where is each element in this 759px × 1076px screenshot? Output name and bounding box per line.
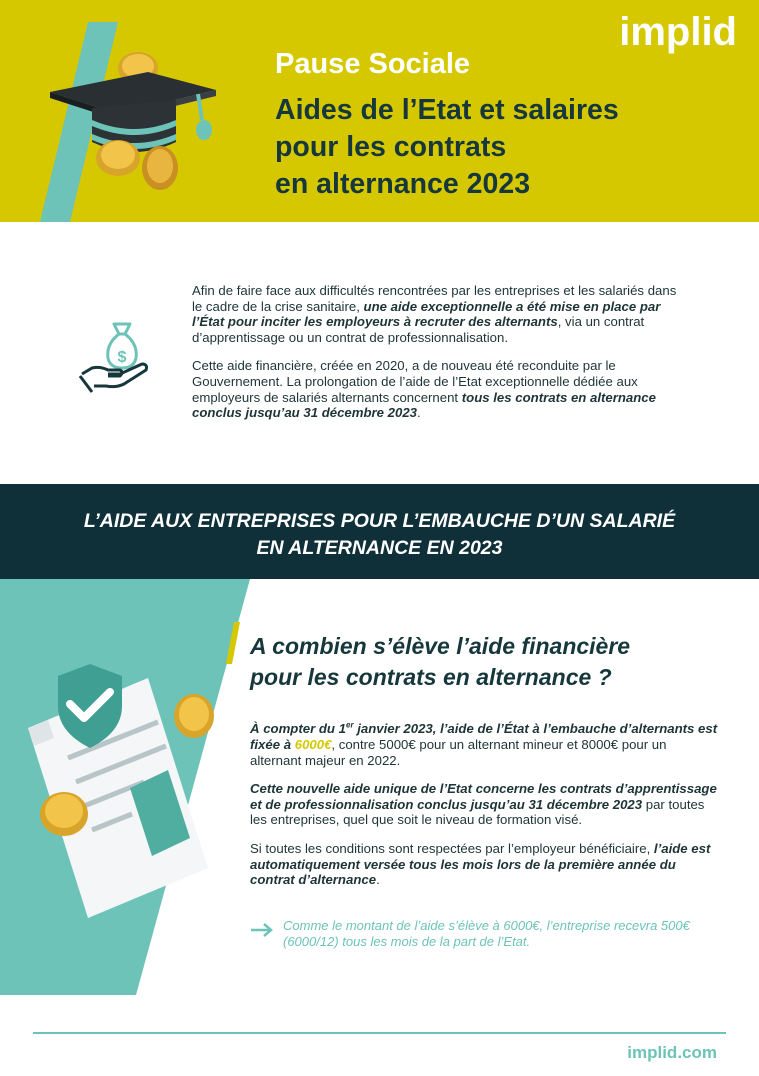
arrow-right-icon [250,922,274,938]
svg-text:$: $ [117,349,127,366]
banner-heading-line: EN ALTERNANCE EN 2023 [256,537,503,559]
graduation-cap-icon [48,50,220,200]
intro-paragraph-2 [192,358,680,420]
intro-text-run: Cette aide financière, créée en 2020, a de nouveau été reconduite par le Gouvernement. La prolongation de l’aide de l’Etat exceptionnelle dédiée aux employeurs de salariés alternants concernent [192,358,638,405]
section-emphasis: janvier 2023, l’aide de l’État à l’embauche d’alternants est fixée à [250,721,718,752]
header-band [0,0,759,222]
section-emphasis: l’aide est automatiquement versée tous les mois lors de la première année du contrat d’alternance [250,840,711,888]
page-title-line: pour les contrats [275,131,507,163]
section-text-run: . [376,872,380,888]
section-emphasis: À compter du 1 [250,721,346,737]
banner-heading-line: L’AIDE AUX ENTREPRISES POUR L’EMBAUCHE D’UN SALARIÉ [83,510,676,532]
intro-paragraph-1 [192,283,680,345]
intro-text-run: , via un contrat d’apprentissage ou un contrat de professionnalisation. [192,314,645,345]
money-bag-hand-icon [78,316,158,396]
section-text-run: par toutes les entreprises, quel que soit le niveau de formation visé. [250,796,705,828]
intro-emphasis: tous les contrats en alternance conclus jusqu’au 31 décembre 2023 [192,389,656,421]
section-emphasis: Cette nouvelle aide unique de l’Etat concerne les contrats d’apprentissage et de professionnalisation conclus jusqu’au 31 décembre 2023 [250,781,717,812]
section-question-line: A combien s’élève l’aide financière [250,633,631,659]
aid-amount-highlight: 6000€ [294,736,332,752]
intro-text-run: Afin de faire face aux difficultés rencontrées par les entreprises et les salariés dans le cadre de la crise sanitaire, [192,283,677,314]
section-paragraph-3 [250,841,720,888]
page-title [275,92,735,203]
yellow-accent-mark [226,622,240,664]
footer-divider [33,1032,726,1034]
header-kicker: Pause Sociale [275,48,471,80]
page-title-line: Aides de l’Etat et salaires [275,94,619,126]
section-paragraph-2 [250,781,720,828]
section-body [250,718,720,901]
section-paragraph-1 [250,718,720,768]
contract-document-icon [18,658,218,923]
banner-heading [20,508,739,562]
section-text-run: , contre 5000€ pour un alternant mineur et 8000€ pour un alternant majeur en 2022. [250,736,667,768]
footer-url-link[interactable]: implid.com [627,1043,717,1062]
section-question-title [250,631,730,693]
calculation-note: Comme le montant de l’aide s’élève à 6000€, l’entreprise recevra 500€ (6000/12) tous les mois de la part de l’Etat. [283,918,690,949]
implid-logo: implid [619,10,737,54]
ordinal-superscript: er [346,721,354,730]
intro-text-run: . [417,405,421,421]
intro-text [192,283,680,434]
intro-emphasis: une aide exceptionnelle a été mise en place par l’État pour inciter les employeurs à recruter des alternants [192,298,661,330]
page-title-line: en alternance 2023 [275,168,531,200]
section-question-line: pour les contrats en alternance ? [250,664,612,690]
section-text-run: Si toutes les conditions sont respectées par l’employeur bénéficiaire, [250,840,654,856]
